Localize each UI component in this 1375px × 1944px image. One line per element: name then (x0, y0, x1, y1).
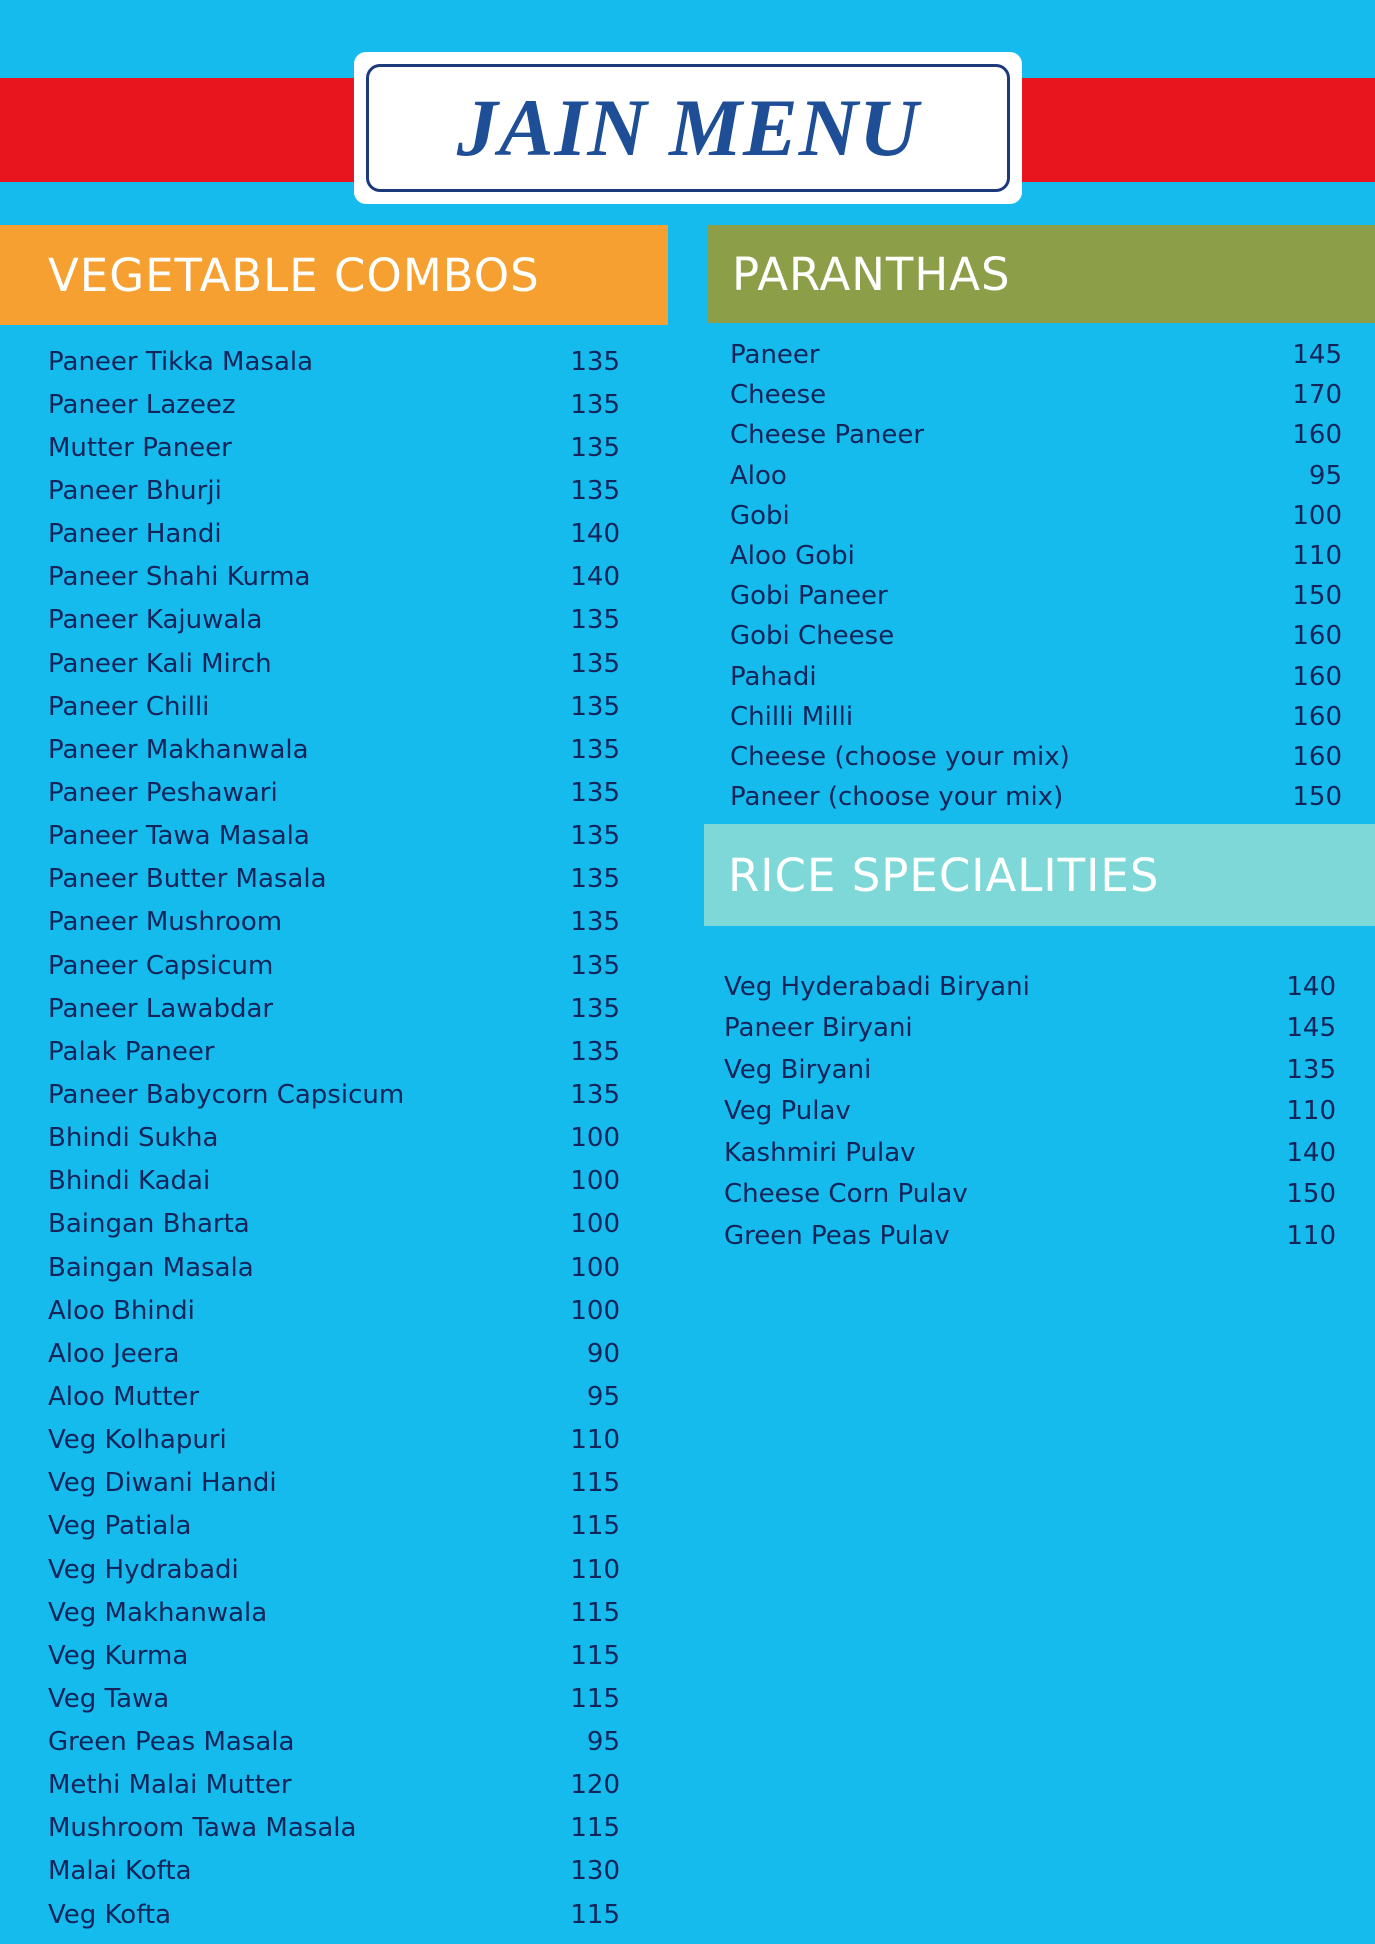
menu-item (730, 456, 1342, 496)
menu-item-price: 135 (570, 950, 620, 981)
menu-item (48, 426, 620, 469)
menu-item-price: 160 (1292, 701, 1342, 732)
menu-item-name: Paneer (730, 340, 820, 371)
paranthas-heading: PARANTHAS (708, 225, 1375, 323)
menu-item-price: 160 (1292, 420, 1342, 451)
menu-item-price: 160 (1292, 661, 1342, 692)
menu-item-price: 135 (570, 389, 620, 420)
menu-item (48, 513, 620, 556)
menu-item-name: Paneer Kali Mirch (48, 648, 272, 679)
menu-item (730, 777, 1342, 817)
menu-item (48, 1505, 620, 1548)
menu-item-name: Paneer Peshawari (48, 777, 278, 808)
menu-item-name: Paneer Chilli (48, 691, 210, 722)
menu-item (48, 1289, 620, 1332)
rice-specialities-heading: RICE SPECIALITIES (704, 824, 1375, 926)
menu-item-price: 100 (570, 1252, 620, 1283)
menu-item-name: Paneer (choose your mix) (730, 782, 1064, 813)
menu-item (48, 1073, 620, 1116)
menu-item-name: Gobi Paneer (730, 581, 888, 612)
menu-item-name: Cheese (choose your mix) (730, 741, 1070, 772)
menu-item-price: 145 (1292, 340, 1342, 371)
paranthas-list (730, 335, 1342, 817)
menu-item-name: Green Peas Pulav (724, 1220, 950, 1251)
menu-item-name: Veg Diwani Handi (48, 1468, 277, 1499)
menu-item (730, 616, 1342, 656)
menu-item (48, 340, 620, 383)
menu-item (48, 901, 620, 944)
menu-item-price: 135 (570, 864, 620, 895)
menu-item (724, 1091, 1336, 1133)
menu-item-price: 95 (586, 1727, 620, 1758)
menu-item-name: Mushroom Tawa Masala (48, 1813, 357, 1844)
menu-item-price: 100 (570, 1123, 620, 1154)
menu-item-name: Paneer Handi (48, 519, 222, 550)
menu-item (48, 944, 620, 987)
menu-item-price: 135 (570, 691, 620, 722)
menu-item (48, 1246, 620, 1289)
menu-item-price: 140 (570, 519, 620, 550)
menu-item (48, 1160, 620, 1203)
menu-item (48, 1030, 620, 1073)
menu-item (48, 1807, 620, 1850)
rice-specialities-list (724, 966, 1336, 1257)
menu-item (48, 1332, 620, 1375)
menu-item (724, 1132, 1336, 1174)
title-frame (366, 64, 1010, 192)
menu-item (48, 987, 620, 1030)
menu-item-price: 110 (1292, 541, 1342, 572)
menu-item-name: Aloo Bhindi (48, 1295, 195, 1326)
menu-item-price: 95 (1308, 460, 1342, 491)
menu-item (724, 1049, 1336, 1091)
menu-item-name: Paneer Lawabdar (48, 993, 274, 1024)
menu-item-name: Paneer Kajuwala (48, 605, 263, 636)
menu-item (730, 657, 1342, 697)
menu-item-price: 110 (570, 1425, 620, 1456)
menu-item-name: Veg Pulav (724, 1096, 851, 1127)
menu-item (730, 375, 1342, 415)
menu-item-price: 135 (570, 1079, 620, 1110)
vegetable-combos-heading: VEGETABLE COMBOS (0, 225, 668, 325)
menu-item-name: Veg Patiala (48, 1511, 192, 1542)
menu-item-price: 115 (570, 1899, 620, 1930)
menu-item (48, 599, 620, 642)
menu-item-name: Paneer Shahi Kurma (48, 562, 311, 593)
menu-item-price: 115 (570, 1468, 620, 1499)
menu-item (48, 1591, 620, 1634)
menu-item-name: Gobi Cheese (730, 621, 895, 652)
menu-item (730, 697, 1342, 737)
menu-item-price: 115 (570, 1683, 620, 1714)
menu-item-price: 135 (570, 821, 620, 852)
menu-item-price: 135 (570, 1036, 620, 1067)
menu-item (48, 469, 620, 512)
menu-item (48, 1419, 620, 1462)
menu-item-name: Paneer Mushroom (48, 907, 283, 938)
menu-item (48, 1677, 620, 1720)
menu-item-name: Baingan Bharta (48, 1209, 250, 1240)
menu-item (48, 1462, 620, 1505)
menu-item (48, 1548, 620, 1591)
menu-item-name: Veg Kolhapuri (48, 1425, 227, 1456)
menu-item-name: Paneer Tikka Masala (48, 346, 314, 377)
menu-item-name: Green Peas Masala (48, 1727, 295, 1758)
menu-item-price: 135 (570, 993, 620, 1024)
menu-item-name: Malai Kofta (48, 1856, 192, 1887)
menu-item-name: Paneer Makhanwala (48, 734, 309, 765)
menu-item (48, 383, 620, 426)
menu-item-name: Cheese (730, 380, 827, 411)
menu-item-name: Aloo Gobi (730, 541, 855, 572)
menu-item (48, 685, 620, 728)
menu-item-price: 115 (570, 1597, 620, 1628)
menu-item-price: 135 (570, 605, 620, 636)
menu-item-price: 115 (570, 1640, 620, 1671)
menu-item (730, 335, 1342, 375)
menu-item (48, 858, 620, 901)
menu-item-price: 100 (570, 1295, 620, 1326)
menu-item-name: Veg Hydrabadi (48, 1554, 239, 1585)
menu-item-name: Cheese Paneer (730, 420, 925, 451)
menu-item-price: 130 (570, 1856, 620, 1887)
menu-item-name: Aloo Jeera (48, 1338, 180, 1369)
menu-item-name: Paneer Lazeez (48, 389, 236, 420)
menu-item-name: Veg Kurma (48, 1640, 189, 1671)
menu-item (48, 1203, 620, 1246)
menu-item-price: 135 (570, 346, 620, 377)
menu-item-name: Aloo (730, 460, 787, 491)
menu-item-price: 135 (570, 907, 620, 938)
menu-item-price: 100 (570, 1209, 620, 1240)
menu-item (730, 415, 1342, 455)
menu-item-name: Baingan Masala (48, 1252, 254, 1283)
menu-item-price: 100 (1292, 500, 1342, 531)
menu-item-name: Paneer Butter Masala (48, 864, 327, 895)
menu-item-price: 110 (1286, 1220, 1336, 1251)
menu-item (48, 1375, 620, 1418)
menu-item-price: 150 (1292, 782, 1342, 813)
menu-item (48, 728, 620, 771)
menu-item (48, 556, 620, 599)
menu-item-name: Paneer Tawa Masala (48, 821, 310, 852)
menu-item-name: Pahadi (730, 661, 817, 692)
menu-item-name: Gobi (730, 500, 790, 531)
menu-item (48, 1764, 620, 1807)
menu-item-price: 140 (1286, 971, 1336, 1002)
menu-item (724, 1174, 1336, 1216)
menu-item (48, 771, 620, 814)
menu-item-name: Paneer Babycorn Capsicum (48, 1079, 405, 1110)
menu-item-name: Veg Makhanwala (48, 1597, 268, 1628)
menu-item-price: 150 (1286, 1179, 1336, 1210)
menu-item (48, 642, 620, 685)
menu-item (48, 1634, 620, 1677)
menu-item (48, 815, 620, 858)
title-plaque (354, 52, 1022, 204)
menu-item-name: Palak Paneer (48, 1036, 215, 1067)
menu-item-price: 170 (1292, 380, 1342, 411)
menu-item-price: 110 (1286, 1096, 1336, 1127)
menu-item-price: 135 (570, 432, 620, 463)
menu-item-name: Aloo Mutter (48, 1381, 200, 1412)
menu-item-price: 160 (1292, 741, 1342, 772)
menu-item-price: 140 (570, 562, 620, 593)
menu-item-name: Paneer Biryani (724, 1013, 913, 1044)
menu-item-name: Chilli Milli (730, 701, 854, 732)
menu-item-price: 115 (570, 1813, 620, 1844)
menu-item-name: Veg Hyderabadi Biryani (724, 971, 1030, 1002)
menu-item-name: Cheese Corn Pulav (724, 1179, 968, 1210)
menu-item-price: 95 (586, 1381, 620, 1412)
menu-item-name: Methi Malai Mutter (48, 1770, 292, 1801)
menu-item-price: 160 (1292, 621, 1342, 652)
menu-item-name: Paneer Bhurji (48, 475, 222, 506)
menu-item (48, 1117, 620, 1160)
menu-item-price: 140 (1286, 1137, 1336, 1168)
menu-item (724, 1008, 1336, 1050)
menu-item (48, 1893, 620, 1936)
menu-item-name: Paneer Capsicum (48, 950, 274, 981)
menu-item (48, 1850, 620, 1893)
vegetable-combos-list (48, 340, 620, 1936)
menu-item-name: Bhindi Sukha (48, 1123, 219, 1154)
menu-item-price: 120 (570, 1770, 620, 1801)
menu-item (730, 737, 1342, 777)
menu-item (730, 536, 1342, 576)
menu-item-price: 110 (570, 1554, 620, 1585)
menu-item (724, 1215, 1336, 1257)
menu-item-price: 150 (1292, 581, 1342, 612)
menu-item-price: 135 (1286, 1054, 1336, 1085)
menu-item-name: Bhindi Kadai (48, 1166, 211, 1197)
menu-item-price: 135 (570, 777, 620, 808)
menu-item-name: Veg Biryani (724, 1054, 872, 1085)
menu-item-name: Kashmiri Pulav (724, 1137, 916, 1168)
menu-item (730, 496, 1342, 536)
menu-item (48, 1721, 620, 1764)
menu-title: JAIN MENU (456, 82, 920, 173)
menu-item-price: 135 (570, 475, 620, 506)
menu-item-price: 90 (586, 1338, 620, 1369)
menu-item (724, 966, 1336, 1008)
menu-item-price: 115 (570, 1511, 620, 1542)
menu-item-price: 135 (570, 734, 620, 765)
menu-item-price: 100 (570, 1166, 620, 1197)
menu-item-name: Veg Kofta (48, 1899, 172, 1930)
menu-item-price: 145 (1286, 1013, 1336, 1044)
menu-item (730, 576, 1342, 616)
menu-item-price: 135 (570, 648, 620, 679)
menu-item-name: Veg Tawa (48, 1683, 170, 1714)
menu-item-name: Mutter Paneer (48, 432, 232, 463)
